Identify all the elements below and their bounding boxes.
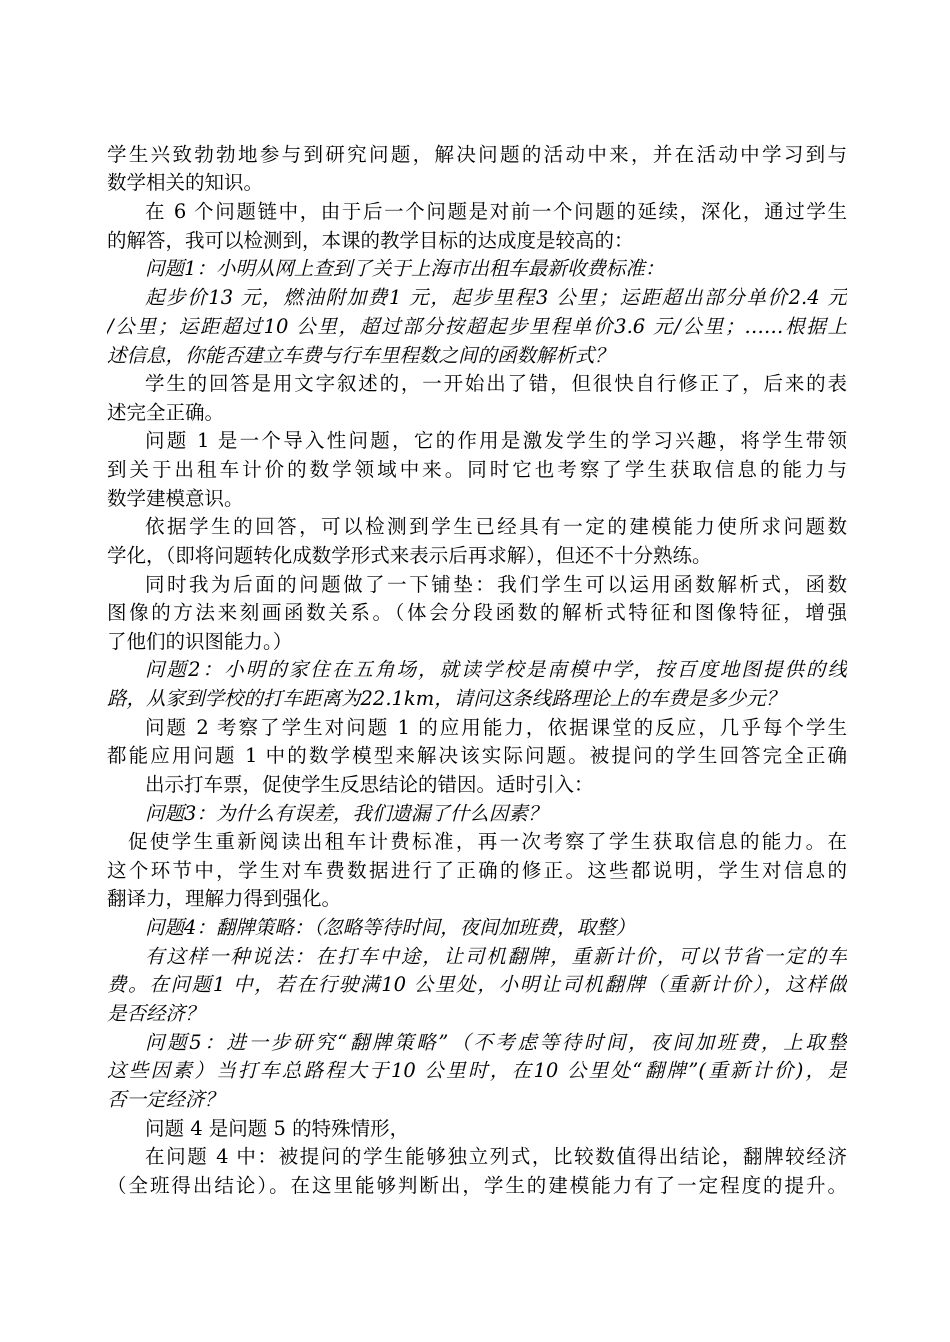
- text-line: 都能应用问题 1 中的数学模型来解决该实际问题。被提问的学生回答完全正确: [107, 744, 847, 767]
- text-line: 问题5：进一步研究“翻牌策略”（不考虑等待时间，夜间加班费，上取整: [145, 1031, 847, 1054]
- text-line: 图像的方法来刻画函数关系。（体会分段函数的解析式特征和图像特征，增强: [107, 601, 847, 624]
- text-line: 到关于出租车计价的数学领域中来。同时它也考察了学生获取信息的能力与: [107, 458, 847, 481]
- text-line: 学生兴致勃勃地参与到研究问题，解决问题的活动中来，并在活动中学习到与: [107, 143, 847, 166]
- text-line: （全班得出结论）。在这里能够判断出，学生的建模能力有了一定程度的提升。: [107, 1174, 847, 1197]
- text-line: 在 6 个问题链中，由于后一个问题是对前一个问题的延续，深化，通过学生: [145, 200, 847, 223]
- text-line: 数学建模意识。: [107, 487, 244, 510]
- text-line: 学化，（即将问题转化成数学形式来表示后再求解），但还不十分熟练。: [107, 544, 712, 567]
- text-line: /公里；运距超过10 公里，超过部分按超起步里程单价3.6 元/公里；……根据上: [107, 315, 847, 338]
- text-line: 问题1：小明从网上查到了关于上海市出租车最新收费标准：: [145, 257, 665, 280]
- text-line: 这个环节中，学生对车费数据进行了正确的修正。这些都说明，学生对信息的: [107, 859, 847, 882]
- text-line: 了他们的识图能力。）: [107, 630, 293, 653]
- text-line: 否一定经济？: [107, 1088, 225, 1111]
- text-line: 问题 4 是问题 5 的特殊情形，: [145, 1117, 410, 1140]
- text-line: 问题3：为什么有误差，我们遗漏了什么因素？: [145, 802, 548, 825]
- text-line: 有这样一种说法：在打车中途，让司机翻牌，重新计价，可以节省一定的车: [145, 945, 847, 968]
- text-line: 这些因素）当打车总路程大于10 公里时，在10 公里处“翻牌”(重新计价)，是: [107, 1059, 847, 1082]
- text-line: 的解答，我可以检测到，本课的教学目标的达成度是较高的：: [107, 229, 634, 252]
- text-line: 述信息，你能否建立车费与行车里程数之间的函数解析式？: [107, 344, 615, 367]
- text-line: 路，从家到学校的打车距离为22.1km，请问这条线路理论上的车费是多少元？: [107, 687, 786, 710]
- text-line: 费。在问题1 中，若在行驶满10 公里处，小明让司机翻牌（重新计价），这样做: [107, 973, 847, 996]
- text-line: 促使学生重新阅读出租车计费标准，再一次考察了学生获取信息的能力。在: [128, 830, 847, 853]
- text-line: 在问题 4 中：被提问的学生能够独立列式，比较数值得出结论，翻牌较经济: [145, 1145, 847, 1168]
- text-line: 学生的回答是用文字叙述的，一开始出了错，但很快自行修正了，后来的表: [145, 372, 847, 395]
- text-line: 问题 1 是一个导入性问题，它的作用是激发学生的学习兴趣，将学生带领: [145, 429, 847, 452]
- text-line: 数学相关的知识。: [107, 171, 264, 194]
- text-line: 起步价13 元，燃油附加费1 元，起步里程3 公里；运距超出部分单价2.4 元: [145, 286, 847, 309]
- text-line: 问题2：小明的家住在五角场，就读学校是南模中学，按百度地图提供的线: [145, 658, 847, 681]
- text-line: 问题4：翻牌策略：（忽略等待时间，夜间加班费，取整）: [145, 916, 636, 939]
- text-line: 翻译力，理解力得到强化。: [107, 887, 342, 910]
- text-line: 问题 2 考察了学生对问题 1 的应用能力，依据课堂的反应，几乎每个学生: [145, 716, 847, 739]
- text-line: 述完全正确。: [107, 401, 225, 424]
- text-line: 同时我为后面的问题做了一下铺垫：我们学生可以运用函数解析式，函数: [145, 573, 847, 596]
- text-line: 依据学生的回答，可以检测到学生已经具有一定的建模能力使所求问题数: [145, 515, 847, 538]
- text-line: 是否经济？: [107, 1002, 205, 1025]
- text-line: 出示打车票，促使学生反思结论的错因。适时引入：: [145, 773, 594, 796]
